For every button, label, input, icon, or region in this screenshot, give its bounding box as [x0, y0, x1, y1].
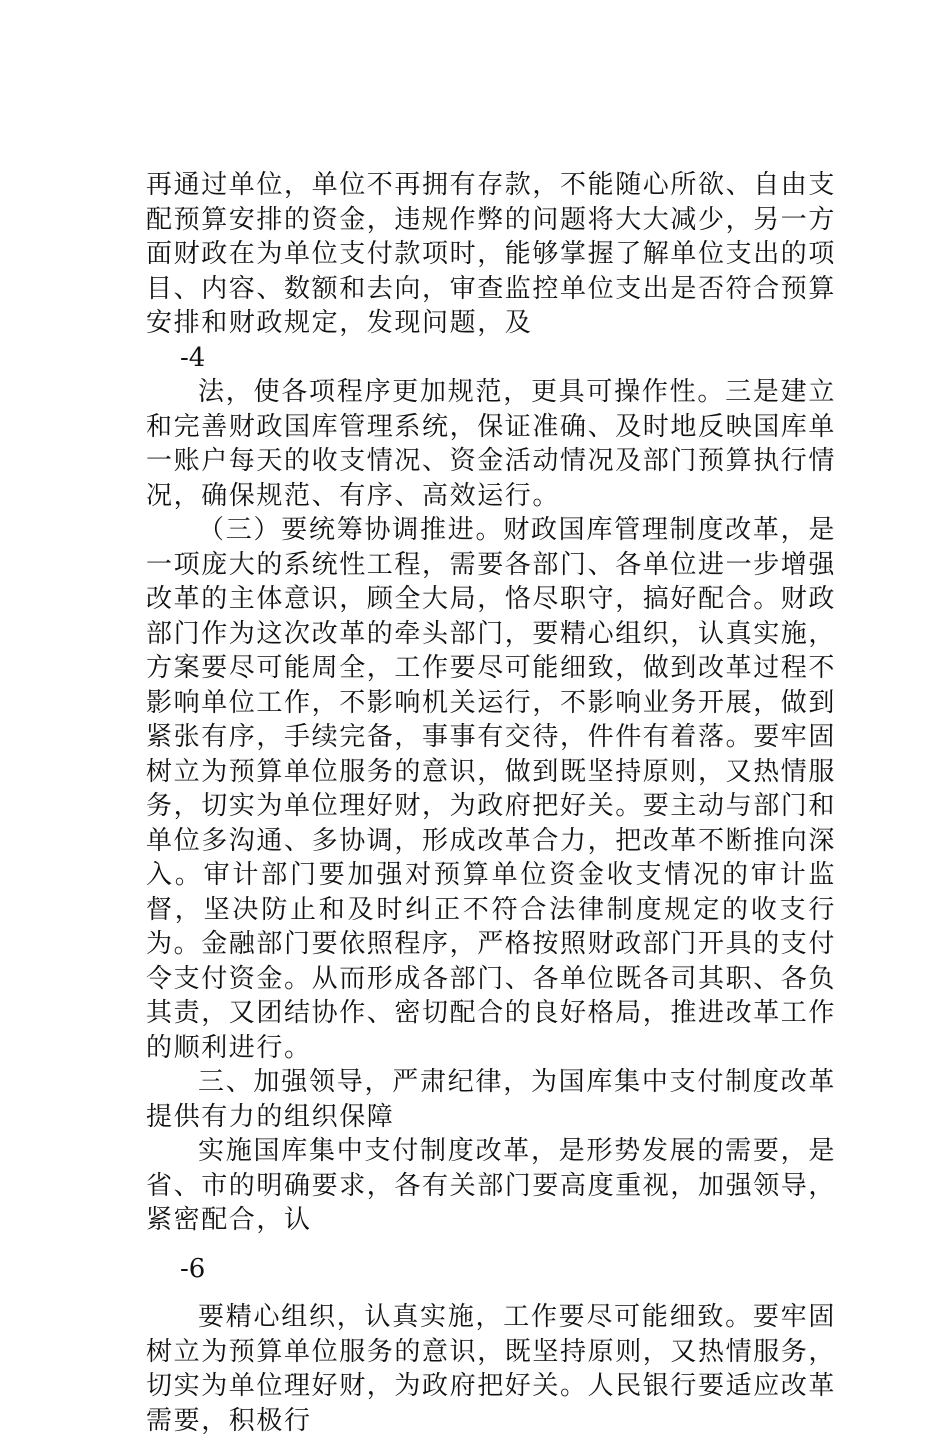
- paragraph-continuation-1: 再通过单位，单位不再拥有存款，不能随心所欲、自由支配预算安排的资金，违规作弊的问题将大大减少，另一方面财政在为单位支付款项时，能够掌握了解单位支出的项目、内容、数额和去向，审查监控单位支出是否符合预算安排和财政规定，发现问题，及: [146, 170, 837, 338]
- paragraph-implementation: 实施国库集中支付制度改革，是形势发展的需要，是省、市的明确要求，各有关部门要高度重视，加强领导，紧密配合，认: [146, 1136, 837, 1235]
- section-heading-3: 三、加强领导，严肃纪律，为国库集中支付制度改革提供有力的组织保障: [146, 1067, 836, 1132]
- page-number-6: -6: [180, 1253, 206, 1284]
- paragraph-continuation-3: 要精心组织，认真实施，工作要尽可能细致。要牢固树立为预算单位服务的意识，既坚持原则，又热情服务，切实为单位理好财，为政府把好关。人民银行要适应改革需要，积极行: [146, 1302, 837, 1436]
- spacer: [146, 1286, 836, 1300]
- page-number-4: -4: [180, 342, 206, 373]
- document-body: [146, 168, 836, 1438]
- spacer: [146, 1238, 836, 1252]
- paragraph-section-3: （三）要统筹协调推进。财政国库管理制度改革，是一项庞大的系统性工程，需要各部门、各单位进一步增强改革的主体意识，顾全大局，恪尽职守，搞好配合。财政部门作为这次改革的牵头部门，要精心组织，认真实施，方案要尽可能周全，工作要尽可能细致，做到改革过程不影响单位工作，不影响机关运行，不影响业务开展，做到紧张有序，手续完备，事事有交待，件件有着落。要牢固树立为预算单位服务的意识，做到既坚持原则，又热情服务，切实为单位理好财，为政府把好关。要主动与部门和单位多沟通、多协调，形成改革合力，把改革不断推向深入。审计部门要加强对预算单位资金收支情况的审计监督，坚决防止和及时纠正不符合法律制度规定的收支行为。金融部门要依照程序，严格按照财政部门开具的支付令支付资金。从而形成各部门、各单位既各司其职、各负其责，又团结协作、密切配合的良好格局，推进改革工作的顺利进行。: [146, 515, 837, 1063]
- paragraph-continuation-2: 法，使各项程序更加规范，更具可操作性。三是建立和完善财政国库管理系统，保证准确、及时地反映国库单一账户每天的收支情况、资金活动情况及部门预算执行情况，确保规范、有序、高效运行。: [146, 377, 837, 511]
